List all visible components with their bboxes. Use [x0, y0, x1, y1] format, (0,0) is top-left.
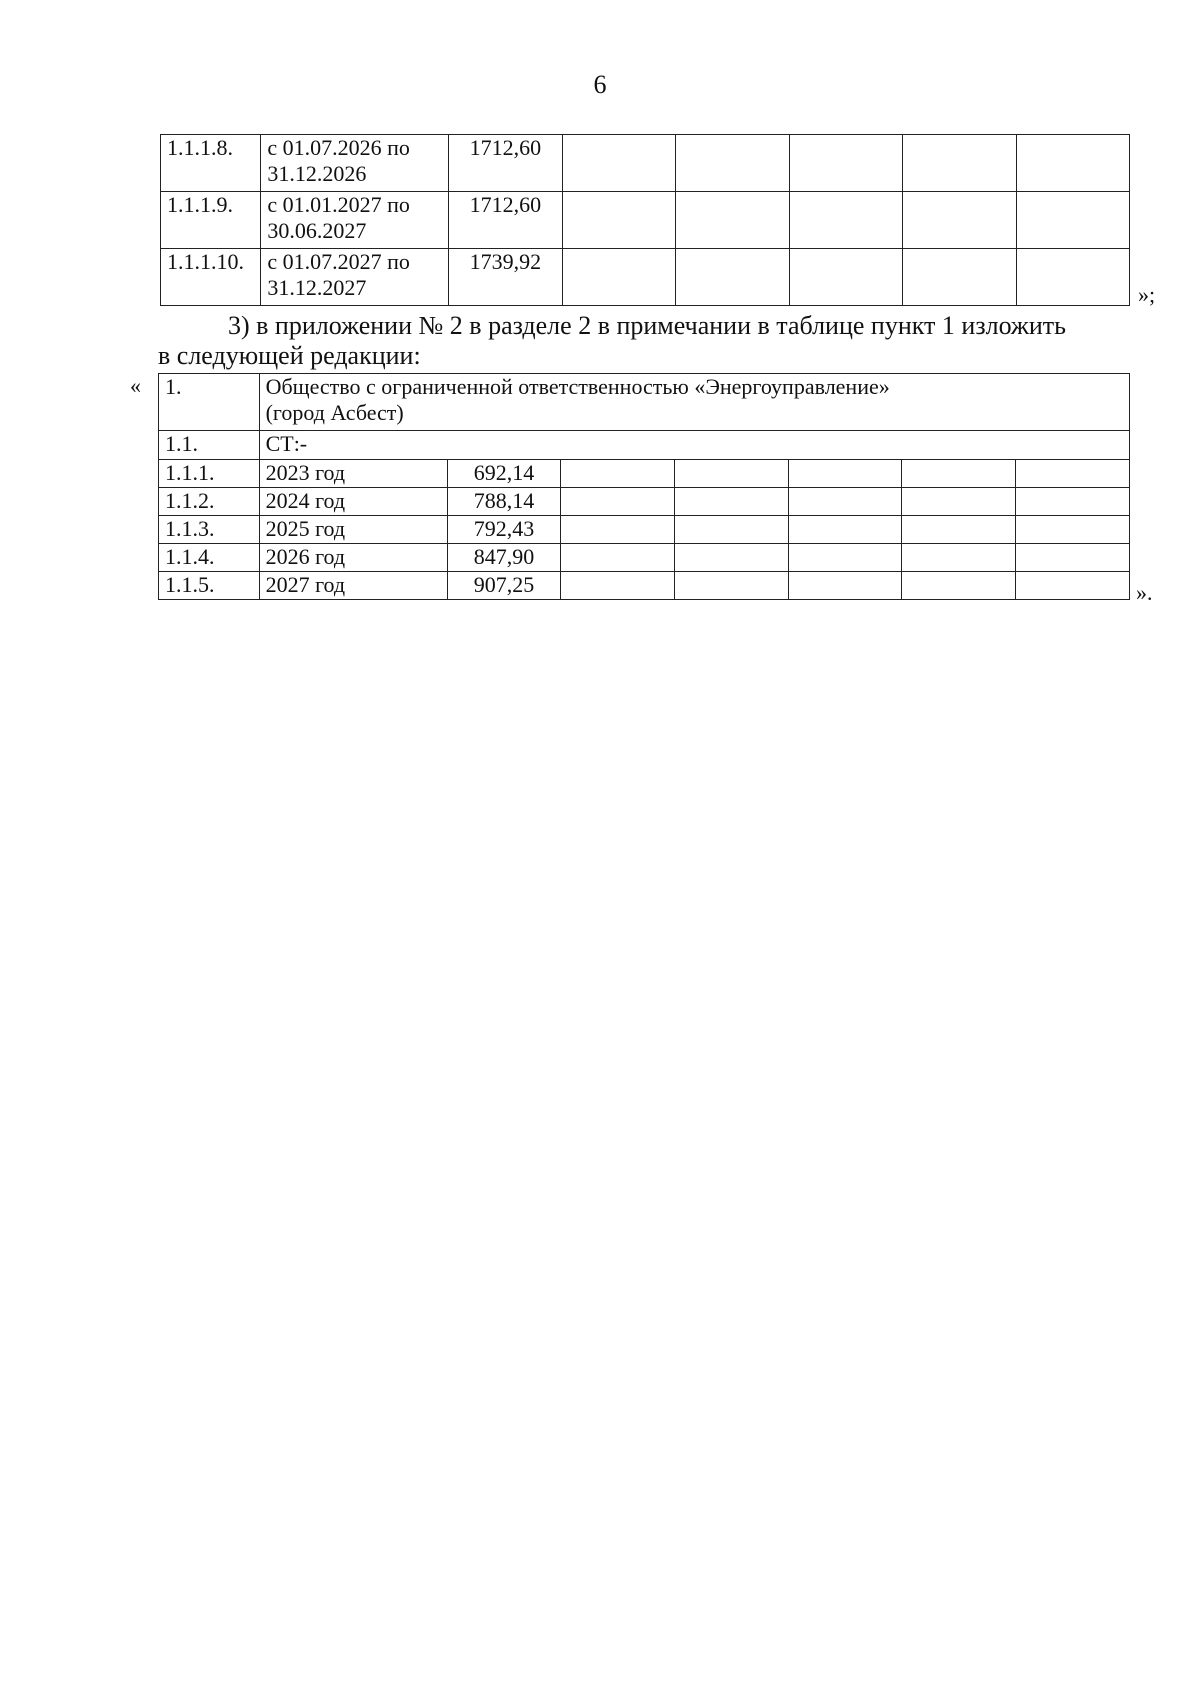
empty-cell — [903, 135, 1016, 192]
row-number: 1.1.1.9. — [161, 192, 261, 249]
empty-cell — [1016, 135, 1130, 192]
table-row — [159, 460, 1130, 488]
value-cell: 1712,60 — [449, 192, 562, 249]
period-cell: с 01.01.2027 по 30.06.2027 — [261, 192, 449, 249]
year-cell: 2025 год — [259, 516, 447, 544]
empty-cell — [903, 249, 1016, 306]
empty-cell — [561, 572, 675, 600]
row-number: 1.1. — [159, 431, 260, 460]
amendment-paragraph-line1: 3) в приложении № 2 в разделе 2 в примечании в таблице пункт 1 изложить — [228, 311, 1067, 340]
value-cell: 1739,92 — [449, 249, 562, 306]
empty-cell — [789, 192, 902, 249]
empty-cell — [675, 516, 789, 544]
closing-quote-mark: ». — [1136, 580, 1153, 605]
row-number: 1.1.1. — [159, 460, 260, 488]
empty-cell — [789, 135, 902, 192]
empty-cell — [1016, 572, 1130, 600]
empty-cell — [675, 544, 789, 572]
subsection-row — [159, 431, 1130, 460]
table-row — [159, 488, 1130, 516]
empty-cell — [562, 192, 675, 249]
table-row — [159, 572, 1130, 600]
empty-cell — [1016, 544, 1130, 572]
table-row — [159, 516, 1130, 544]
row-number: 1. — [159, 374, 260, 431]
empty-cell — [561, 544, 675, 572]
period-cell: с 01.07.2027 по 31.12.2027 — [261, 249, 449, 306]
row-number: 1.1.2. — [159, 488, 260, 516]
empty-cell — [562, 249, 675, 306]
empty-cell — [1016, 488, 1130, 516]
empty-cell — [1016, 516, 1130, 544]
year-cell: 2023 год — [259, 460, 447, 488]
empty-cell — [676, 135, 789, 192]
year-cell: 2024 год — [259, 488, 447, 516]
tariff-table-years — [158, 373, 1130, 600]
table-row — [161, 135, 1130, 192]
value-cell: 1712,60 — [449, 135, 562, 192]
empty-cell — [788, 460, 902, 488]
row-number: 1.1.5. — [159, 572, 260, 600]
table-row — [161, 249, 1130, 306]
page-number: 6 — [593, 70, 607, 99]
value-cell: 792,43 — [447, 516, 561, 544]
tariff-table-periods — [160, 134, 1130, 306]
row-number: 1.1.4. — [159, 544, 260, 572]
empty-cell — [561, 516, 675, 544]
empty-cell — [1016, 460, 1130, 488]
empty-cell — [902, 460, 1016, 488]
empty-cell — [902, 544, 1016, 572]
empty-cell — [676, 192, 789, 249]
row-number: 1.1.1.8. — [161, 135, 261, 192]
empty-cell — [789, 249, 902, 306]
empty-cell — [1016, 249, 1130, 306]
empty-cell — [675, 488, 789, 516]
year-cell: 2026 год — [259, 544, 447, 572]
organization-name: Общество с ограниченной ответственностью «Энергоуправление» (город Асбест) — [259, 374, 1129, 431]
organization-row — [159, 374, 1130, 431]
empty-cell — [675, 572, 789, 600]
empty-cell — [675, 460, 789, 488]
value-cell: 847,90 — [447, 544, 561, 572]
empty-cell — [902, 516, 1016, 544]
value-cell: 907,25 — [447, 572, 561, 600]
empty-cell — [562, 135, 675, 192]
amendment-paragraph-line2: в следующей редакции: — [158, 341, 421, 370]
row-number: 1.1.1.10. — [161, 249, 261, 306]
empty-cell — [561, 488, 675, 516]
empty-cell — [788, 572, 902, 600]
empty-cell — [902, 488, 1016, 516]
empty-cell — [561, 460, 675, 488]
row-number: 1.1.3. — [159, 516, 260, 544]
table-row — [159, 544, 1130, 572]
opening-quote-mark: « — [130, 373, 141, 398]
empty-cell — [676, 249, 789, 306]
value-cell: 692,14 — [447, 460, 561, 488]
empty-cell — [788, 516, 902, 544]
year-cell: 2027 год — [259, 572, 447, 600]
empty-cell — [788, 488, 902, 516]
empty-cell — [903, 192, 1016, 249]
empty-cell — [1016, 192, 1130, 249]
table-row — [161, 192, 1130, 249]
empty-cell — [902, 572, 1016, 600]
empty-cell — [788, 544, 902, 572]
period-cell: с 01.07.2026 по 31.12.2026 — [261, 135, 449, 192]
closing-quote-mark: »; — [1138, 282, 1156, 307]
value-cell: 788,14 — [447, 488, 561, 516]
subsection-label: СТ:- — [259, 431, 1129, 460]
